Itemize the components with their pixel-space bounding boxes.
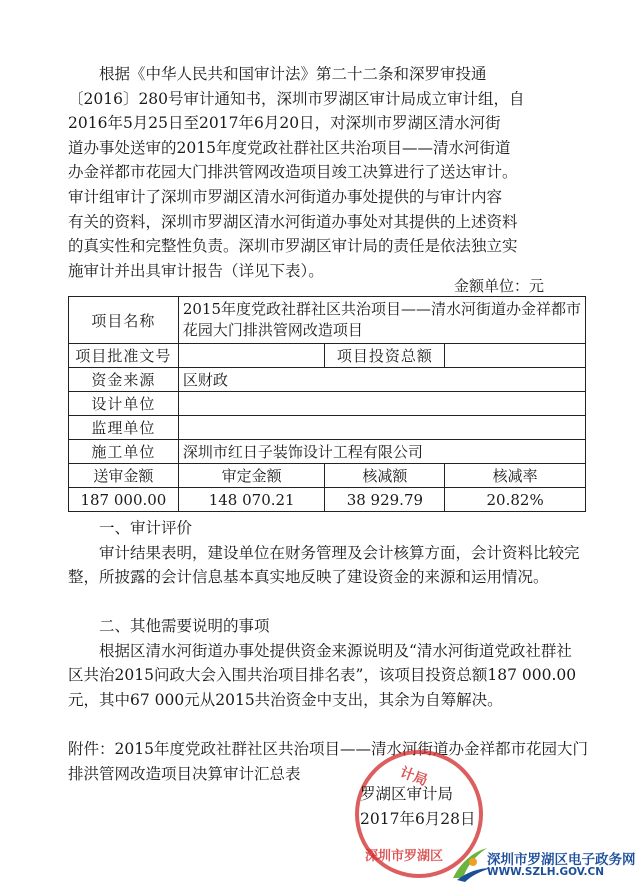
approval-number-value (178, 344, 325, 368)
supervision-unit-label: 监理单位 (69, 416, 179, 440)
approved-amount-value: 148 070.21 (178, 488, 325, 512)
intro-paragraph (68, 62, 588, 283)
table-row (69, 488, 586, 512)
amount-unit-label: 金额单位：元 (453, 277, 544, 295)
signature-org: 罗湖区审计局 (360, 785, 454, 803)
seal-bottom-text: 深圳市罗湖区 (365, 849, 444, 864)
intro-line: 的真实性和完整性负责。深圳市罗湖区审计局的责任是依法独立实 (68, 237, 518, 256)
section-title: 一、审计评价 (99, 519, 193, 537)
site-url: WWW.SZLH.GOV.CN (487, 866, 605, 878)
table-row (69, 297, 586, 344)
intro-line: 根据《中华人民共和国审计法》第二十二条和深罗审投通 (99, 65, 487, 83)
intro-line: 道办事处送审的2015年度党政社群社区共治项目——清水河街道 (68, 138, 511, 157)
section-body: 审计结果表明，建设单位在财务管理及会计核算方面，会计资料比较完整，所披露的会计信息基本真实地反映了建设资金的来源和运用情况。 (68, 543, 580, 587)
reduction-amount-header: 核减额 (325, 464, 445, 488)
design-unit-value (178, 392, 585, 416)
section-body: 根据区清水河街道办事处提供资金来源说明及“清水河街道党政社群社区共治2015问政大会入围共治项目排名表”，该项目投资总额187 000.00元，其中67 000元从2015共治资金中支出，其余为自筹解决。 (68, 641, 577, 709)
construction-unit-label: 施工单位 (69, 440, 179, 464)
fund-source-value: 区财政 (178, 368, 585, 392)
attachment-note: 附件：2015年度党政社群社区共治项目——清水河街道办金祥都市花园大门排洪管网改造项目决算审计汇总表 (68, 740, 588, 783)
signature-date: 2017年6月28日 (360, 810, 476, 828)
site-title: 深圳市罗湖区电子政务网 (487, 852, 636, 868)
design-unit-label: 设计单位 (69, 392, 179, 416)
table-row (69, 464, 586, 488)
intro-line: 〔2016〕280号审计通知书，深圳市罗湖区审计局成立审计组，自 (68, 89, 525, 108)
construction-unit-value: 深圳市红日子装饰设计工程有限公司 (178, 440, 585, 464)
table-row (69, 392, 586, 416)
seal-top-text: 计局 (397, 764, 430, 790)
approved-amount-header: 审定金额 (178, 464, 325, 488)
section-other-matters (68, 614, 586, 712)
table-row (69, 368, 586, 392)
table-row (69, 344, 586, 368)
investment-total-value (445, 344, 586, 368)
fund-source-label: 资金来源 (69, 368, 179, 392)
intro-line: 办金祥都市花园大门排洪管网改造项目竣工决算进行了送达审计。 (68, 163, 518, 182)
intro-line: 2016年5月25日至2017年6月20日，对深圳市罗湖区清水河街 (68, 114, 501, 133)
submitted-amount-value: 187 000.00 (69, 488, 179, 512)
approval-number-label: 项目批准文号 (69, 344, 179, 368)
table-row (69, 416, 586, 440)
section-title: 二、其他需要说明的事项 (99, 617, 270, 635)
intro-line: 有关的资料，深圳市罗湖区清水河街道办事处对其提供的上述资料 (68, 212, 518, 231)
section-audit-evaluation (68, 516, 586, 590)
reduction-amount-value: 38 929.79 (325, 488, 445, 512)
reduction-rate-value: 20.82% (445, 488, 586, 512)
reduction-rate-header: 核减率 (445, 464, 586, 488)
investment-total-label: 项目投资总额 (325, 344, 445, 368)
project-name-value: 2015年度党政社群社区共治项目——清水河街道办金祥都市花园大门排洪管网改造项目 (178, 297, 585, 344)
submitted-amount-header: 送审金额 (69, 464, 179, 488)
project-name-label: 项目名称 (69, 297, 179, 344)
intro-line: 施审计并出具审计报告（详见下表）。 (68, 261, 324, 280)
audit-summary-table (68, 296, 586, 512)
supervision-unit-value (178, 416, 585, 440)
intro-line: 审计组审计了深圳市罗湖区清水河街道办事处提供的与审计内容 (68, 187, 503, 206)
signature-block (360, 782, 476, 832)
table-row (69, 440, 586, 464)
